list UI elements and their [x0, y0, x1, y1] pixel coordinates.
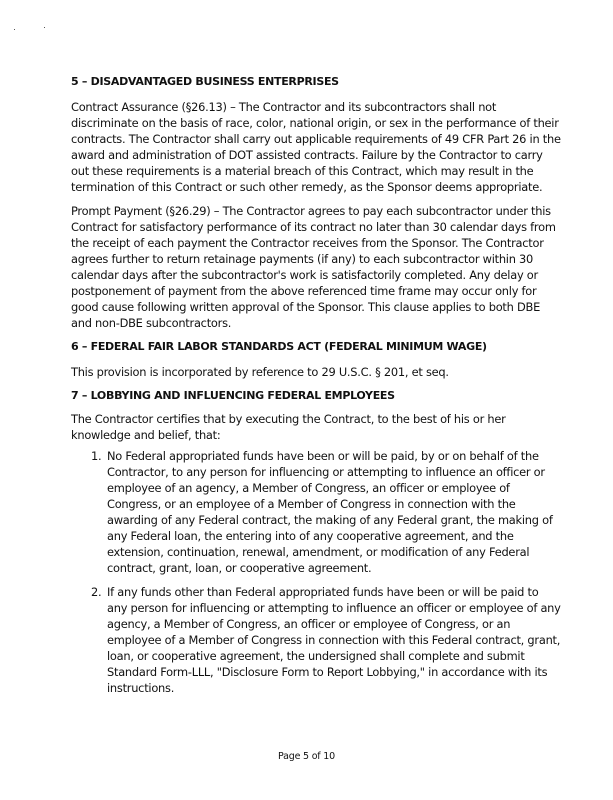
- section-heading: 5 – DISADVANTAGED BUSINESS ENTERPRISES: [71, 75, 339, 88]
- document-body: [71, 74, 561, 704]
- list-number: 1.: [91, 449, 102, 463]
- section-dbe: [71, 74, 561, 331]
- section-heading: 7 – LOBBYING AND INFLUENCING FEDERAL EMPLOYEES: [71, 389, 395, 402]
- section-heading: 6 – FEDERAL FAIR LABOR STANDARDS ACT (FEDERAL MINIMUM WAGE): [71, 340, 487, 353]
- certification-list: [71, 448, 561, 696]
- section-fair-labor: [71, 339, 561, 380]
- list-item-text: If any funds other than Federal appropriated funds have been or will be paid to any person for influencing or attempting to influence an officer or employee of any agency, a Member of Congress, an officer or employee of Congress, or an employee of a Member of Congress in connection with this Federal contract, grant, loan, or cooperative agreement, the undersigned shall complete and submit Standard Form-LLL, "Disclosure Form to Report Lobbying," in accordance with its instructions.: [107, 585, 561, 695]
- list-item: [71, 448, 561, 576]
- paragraph-prompt-payment: Prompt Payment (§26.29) – The Contractor agrees to pay each subcontractor under this Contract for satisfactory performance of its contract no later than 30 calendar days from the receipt of each payment the Contractor receives from the Sponsor. The Contractor agrees further to return retainage payments (if any) to each subcontractor within 30 calendar days after the subcontractor's work is satisfactorily completed. Any delay or postponement of payment from the above referenced time frame may occur only for good cause following written approval of the Sponsor. This clause applies to both DBE and non-DBE subcontractors.: [71, 204, 556, 330]
- list-item: [71, 584, 561, 696]
- paragraph-certification: The Contractor certifies that by executing the Contract, to the best of his or her knowledge and belief, that:: [71, 412, 506, 442]
- page-number: Page 5 of 10: [278, 751, 335, 762]
- scan-speck: [14, 29, 15, 30]
- paragraph-contract-assurance: Contract Assurance (§26.13) – The Contractor and its subcontractors shall not discriminate on the basis of race, color, national origin, or sex in the performance of their contracts. The Contractor shall carry out applicable requirements of 49 CFR Part 26 in the award and administration of DOT assisted contracts. Failure by the Contractor to carry out these requirements is a material breach of this Contract, which may result in the termination of this Contract or such other remedy, as the Sponsor deems appropriate.: [71, 100, 561, 194]
- page-footer: [0, 751, 613, 762]
- scan-speck: [44, 27, 45, 28]
- paragraph-incorporation: This provision is incorporated by reference to 29 U.S.C. § 201, et seq.: [71, 365, 449, 379]
- section-lobbying: [71, 388, 561, 696]
- list-item-text: No Federal appropriated funds have been or will be paid, by or on behalf of the Contractor, to any person for influencing or attempting to influence an officer or employee of an agency, a Member of Congress, an officer or employee of Congress, or an employee of a Member of Congress in connection with the awarding of any Federal contract, the making of any Federal grant, the making of any Federal loan, the entering into of any cooperative agreement, and the extension, continuation, renewal, amendment, or modification of any Federal contract, grant, loan, or cooperative agreement.: [107, 449, 553, 575]
- list-number: 2.: [91, 585, 102, 599]
